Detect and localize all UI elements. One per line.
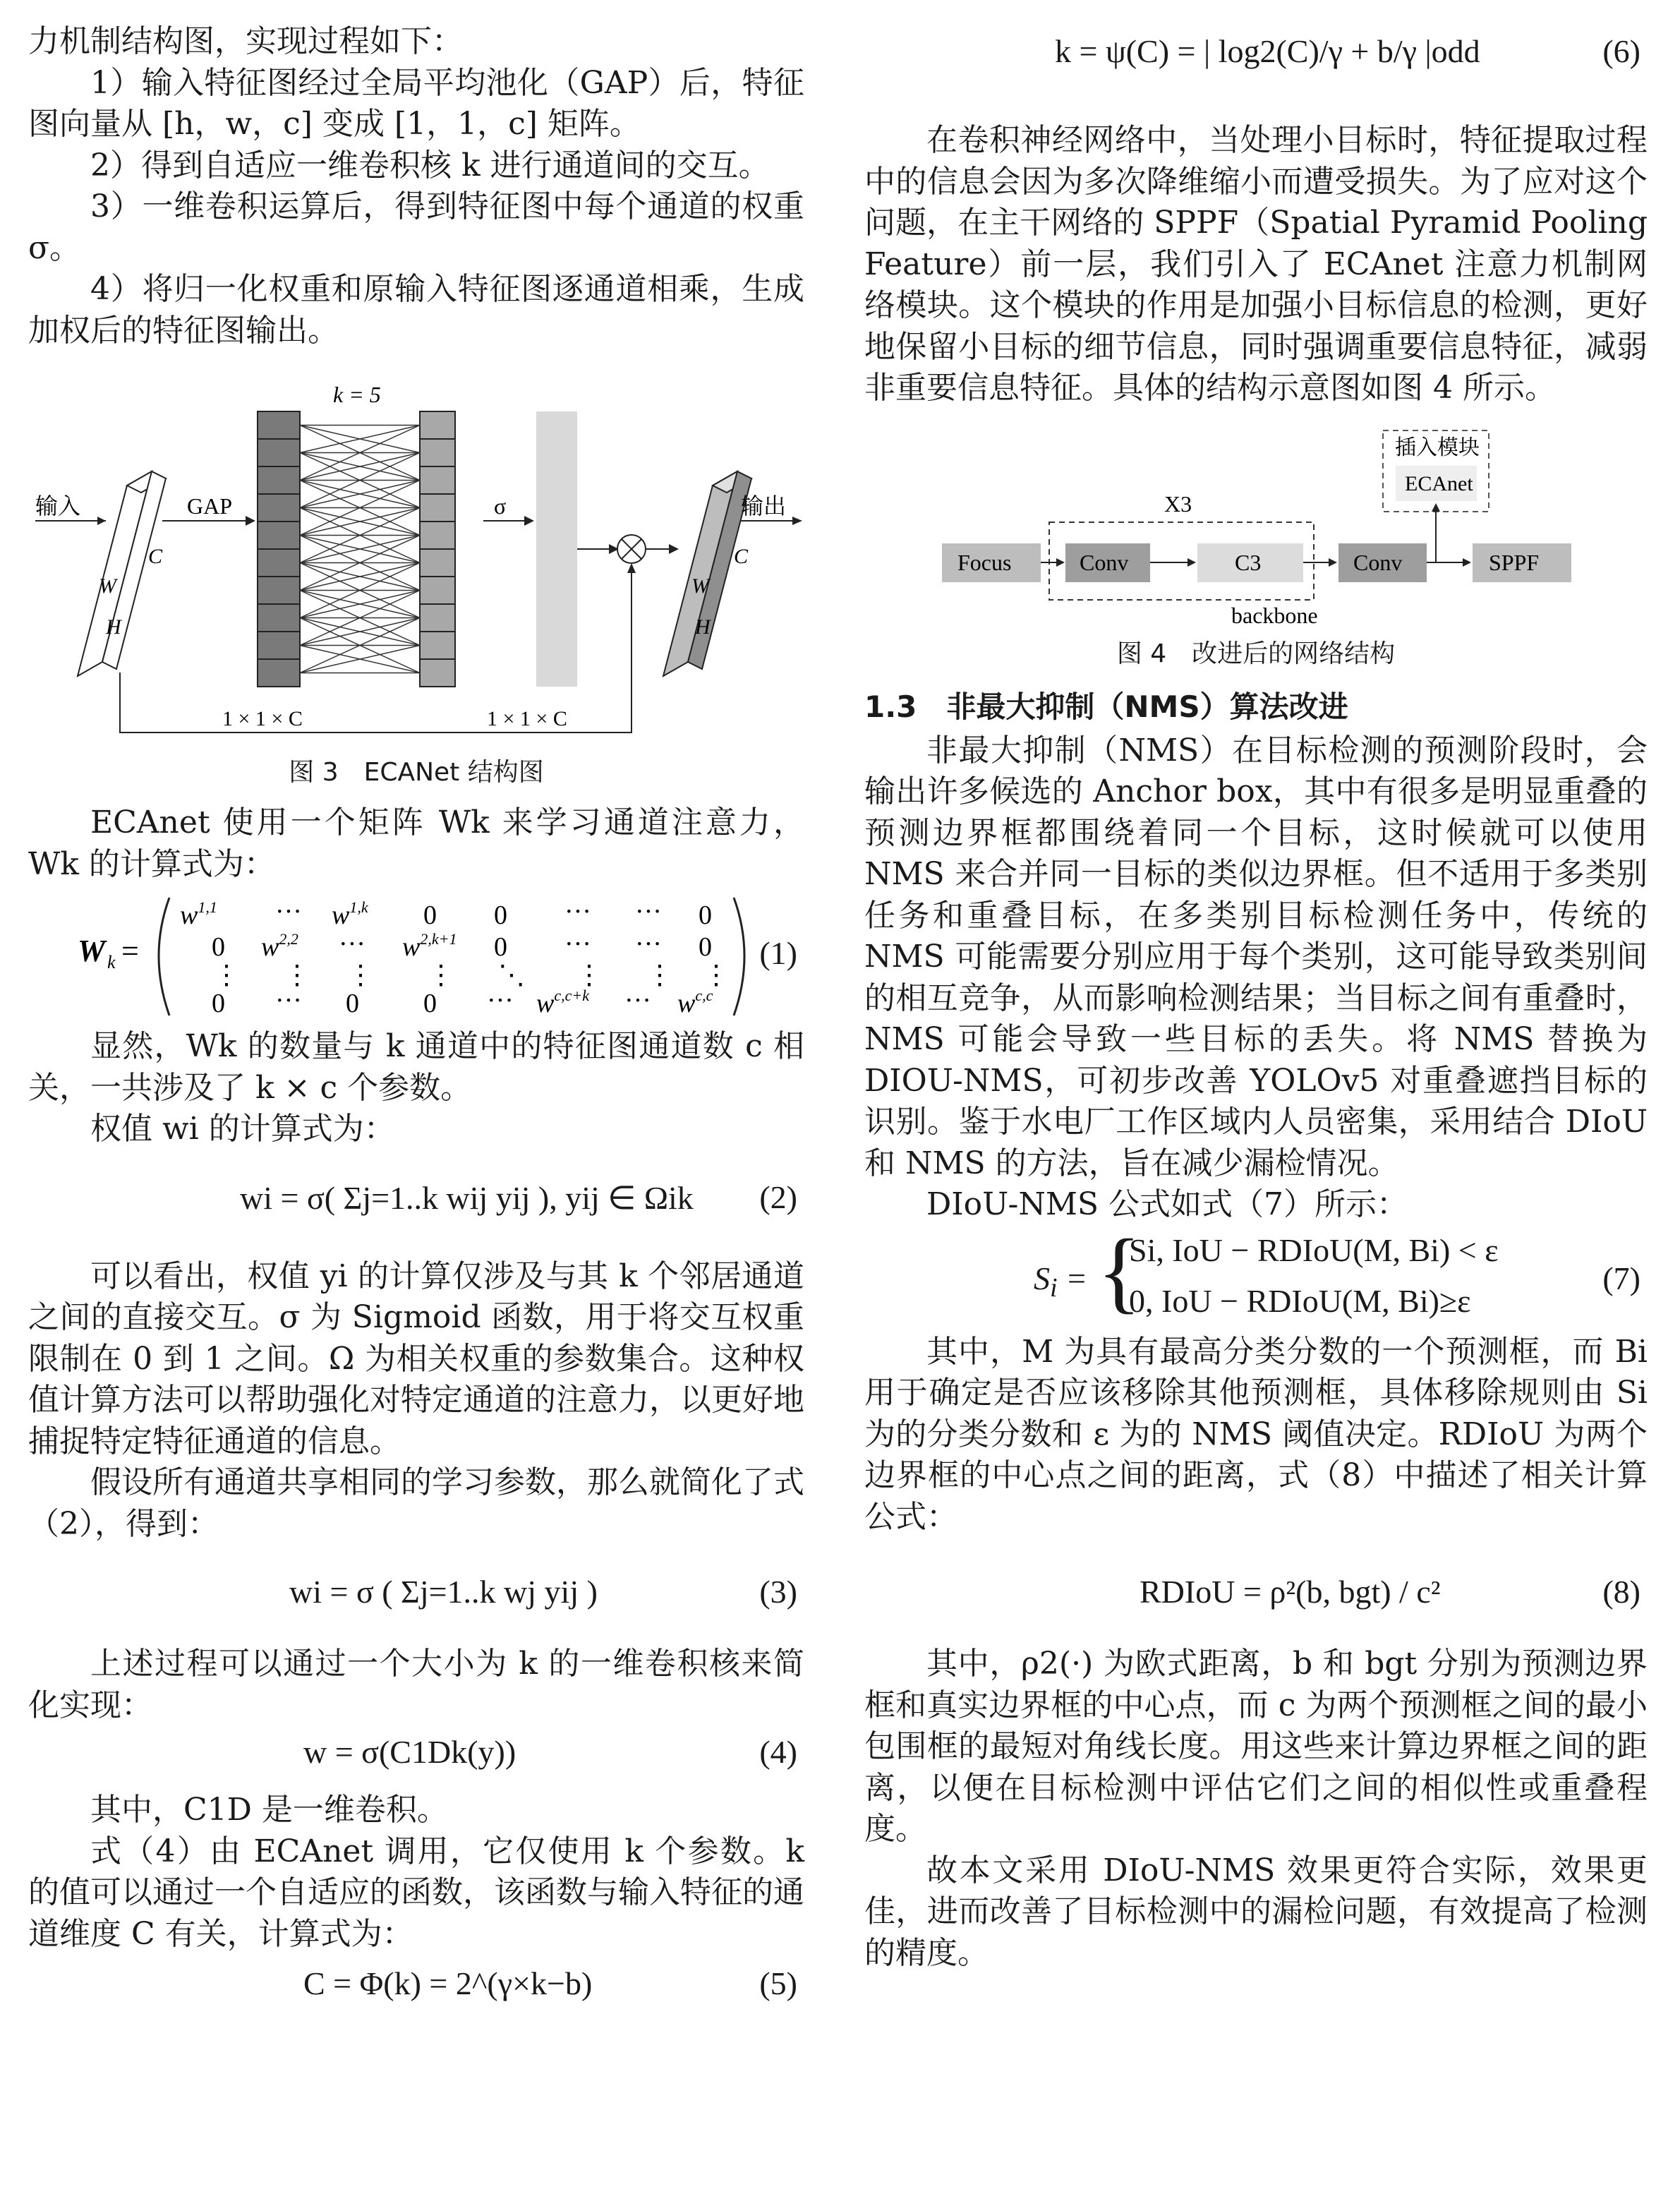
paragraph: 上述过程可以通过一个大小为 k 的一维卷积核来简化实现： — [28, 1646, 804, 1723]
vector-cell — [258, 632, 300, 659]
gap-label: GAP — [187, 493, 233, 519]
output-label: 输出 — [741, 493, 787, 519]
svg-text:⋱: ⋱ — [498, 960, 525, 990]
equation-body: w = σ(C1Dk(y)) — [303, 1734, 516, 1770]
vector-cell — [420, 411, 455, 439]
vector-cell — [258, 549, 300, 577]
vector-cell — [258, 411, 300, 439]
equation-number: (5) — [759, 1965, 797, 2001]
svg-text:···: ··· — [624, 986, 651, 1015]
vector-cell — [258, 494, 300, 522]
vector-cell — [420, 632, 455, 659]
equation-6 — [864, 4, 1648, 103]
weight-vector — [536, 411, 577, 687]
svg-text:w2,k+1: $w^{2,k+1}$ — [402, 930, 457, 962]
equation-4 — [28, 1726, 804, 1790]
svg-text:0: 0 — [346, 989, 359, 1018]
vector-cell — [420, 494, 455, 522]
svg-text:0: 0 — [212, 989, 225, 1018]
svg-text:···: ··· — [487, 986, 514, 1015]
vector-cell — [420, 466, 455, 494]
input-label: 输入 — [35, 493, 81, 519]
equation-1 — [28, 885, 804, 1026]
svg-text:⋮: ⋮ — [428, 960, 454, 990]
C-label-out: C — [734, 545, 749, 568]
svg-text:wc,c+k: $w^{c,c+k}$ — [536, 987, 589, 1018]
dim-label-1: 1 × 1 × C — [222, 707, 303, 730]
k-label: k = 5 — [333, 382, 381, 407]
svg-text:0: 0 — [699, 932, 712, 962]
svg-text:w1,1: $w^{1,1}$ — [180, 898, 217, 930]
vector-cell — [420, 604, 455, 632]
H-label: H — [106, 615, 121, 639]
svg-text:···: ··· — [564, 929, 591, 959]
svg-text:0: 0 — [699, 900, 712, 930]
vector-cell — [420, 577, 455, 604]
equation-2 — [28, 1150, 804, 1256]
equation-body: wi = σ ( Σj=1..k wj yij ) — [289, 1574, 598, 1610]
equation-number: (4) — [759, 1734, 797, 1770]
equation-number: (7) — [1602, 1260, 1640, 1296]
left-column — [28, 21, 804, 2011]
paragraph: 非最大抑制（NMS）在目标检测的预测阶段时，会输出许多候选的 Anchor box，其中有很多是明显重叠的预测边界框都围绕着同一个目标，这时候就可以使用 NMS 来合并同一目标的类似边界框。但不适用于多类别任务和重叠目标，在多类别目标检测任务中，传统的 NMS 可能需要分别应用于每个类别，这可能导致类别间的相互竞争，从而影响检测结果；当目标之间有重叠时，NMS 可能会导致一些目标的丢失。将 NMS 替换为 DIOU-NMS，可初步改善 YOLOv5 对重叠遮挡目标的识别。鉴于水电厂工作区域内人员密集，采用结合 DIoU 和 NMS 的方法，旨在减少漏检情况。 — [864, 732, 1648, 1181]
svg-text:0: 0 — [494, 932, 507, 962]
paragraph: 其中，M 为具有最高分类分数的一个预测框，而 Bi 用于确定是否应该移除其他预测框，具体移除规则由 Si 为的分类分数和 ε 为的 NMS 阈值决定。RDIoU 为两个边界框的中心点之间的距离，式（8）中描述了相关计算公式： — [864, 1333, 1648, 1535]
dim-label-2: 1 × 1 × C — [487, 707, 567, 730]
equation-3 — [28, 1545, 804, 1644]
svg-text:w1,k: $w^{1,k}$ — [332, 898, 368, 930]
paragraph: 其中，C1D 是一维卷积。 — [90, 1792, 448, 1828]
svg-text:0: 0 — [423, 989, 437, 1018]
vector-cell — [258, 577, 300, 604]
x3-label: X3 — [1164, 490, 1192, 517]
paragraph: 权值 wi 的计算式为： — [90, 1111, 395, 1147]
ecanet-label: ECAnet — [1405, 471, 1473, 495]
paragraph: 故本文采用 DIoU-NMS 效果更符合实际，效果更佳，进而改善了目标检测中的漏检问题，有效提高了检测的精度。 — [864, 1852, 1648, 1971]
svg-text:⋮: ⋮ — [213, 960, 240, 990]
svg-text:⋮: ⋮ — [284, 960, 310, 990]
paragraph: 其中，ρ2(·) 为欧式距离，b 和 bgt 分别为预测边界框和真实边界框的中心点，而 c 为两个预测框之间的最小包围框的最短对角线长度。用这些来计算边界框之间的距离，以便在目标检测中评估它们之间的相似性或重叠程度。 — [864, 1646, 1648, 1847]
equation-5 — [28, 1955, 804, 2011]
svg-text:⋮: ⋮ — [646, 960, 673, 990]
paragraph: 显然，Wk 的数量与 k 通道中的特征图通道数 c 相关，一共涉及了 k × c 个参数。 — [28, 1028, 804, 1106]
vector-cell — [258, 466, 300, 494]
svg-text:wc,c: $w^{c,c}$ — [677, 987, 713, 1018]
vector-cell — [420, 549, 455, 577]
focus-label: Focus — [957, 549, 1012, 575]
insert-module-label: 插入模块 — [1395, 435, 1480, 459]
svg-text:W: W — [78, 934, 106, 968]
sigma-label: σ — [494, 493, 507, 519]
paragraph: 可以看出，权值 yi 的计算仅涉及与其 k 个邻居通道之间的直接交互。σ 为 Sigmoid 函数，用于将交互权重限制在 0 到 1 之间。Ω 为相关权重的参数集合。这种权值计算方法可以帮助强化对特定通道的注意力，以更好地捕捉特定特征通道的信息。 — [28, 1258, 804, 1459]
conv-label-2: Conv — [1353, 549, 1403, 575]
equation-number: (6) — [1602, 33, 1640, 69]
svg-text:0: 0 — [494, 900, 507, 930]
equation-number: (8) — [1602, 1574, 1640, 1610]
right-column — [864, 21, 1648, 1974]
step-2: 2）得到自适应一维卷积核 k 进行通道间的交互。 — [90, 147, 770, 183]
figure-4-caption: 图 4 改进后的网络结构 — [1116, 639, 1396, 668]
vector-cell — [258, 659, 300, 687]
backbone-label: backbone — [1231, 602, 1318, 628]
section-heading: 1.3 非最大抑制（NMS）算法改进 — [864, 689, 1348, 724]
figure-3-caption: 图 3 ECANet 结构图 — [289, 758, 544, 787]
svg-text:···: ··· — [275, 897, 302, 927]
equation-8 — [864, 1538, 1648, 1644]
W-label: W — [99, 574, 116, 598]
svg-text:⋮: ⋮ — [576, 960, 603, 990]
svg-text:···: ··· — [635, 897, 662, 927]
H-label-out: H — [695, 615, 711, 639]
W-label-out: W — [691, 574, 709, 598]
equation-line-1: Si, IoU − RDIoU(M, Bi) < ε — [1129, 1231, 1499, 1268]
paragraph: 式（4）由 ECAnet 调用，它仅使用 k 个参数。k 的值可以通过一个自适应的函数，该函数与输入特征的通道维度 C 有关，计算式为： — [28, 1833, 804, 1952]
sppf-label: SPPF — [1489, 549, 1540, 575]
equation-7: $S_i$ = { Si, IoU − RDIoU(M, Bi) < ε 0, IoU − RDIoU(M, Bi)≥ε (7) — [1034, 1220, 1640, 1322]
svg-text:···: ··· — [275, 986, 302, 1015]
step-1: 1）输入特征图经过全局平均池化（GAP）后，特征图向量从 [h，w，c] 变成 [1，1，c] 矩阵。 — [28, 64, 804, 142]
equation-number: (1) — [759, 935, 797, 971]
svg-text:⋮: ⋮ — [347, 960, 374, 990]
vector-cell — [420, 522, 455, 549]
equation-body: RDIoU = ρ²(b, bgt) / c² — [1140, 1574, 1441, 1610]
svg-text:k: k — [107, 952, 116, 972]
equation-body: C = Φ(k) = 2^(γ×k−b) — [303, 1965, 593, 2001]
paragraph: ECAnet 使用一个矩阵 Wk 来学习通道注意力，Wk 的计算式为： — [28, 804, 804, 882]
svg-text:0: 0 — [212, 932, 225, 962]
svg-text:=: = — [121, 934, 139, 968]
paragraph: 假设所有通道共享相同的学习参数，那么就简化了式（2），得到： — [28, 1464, 804, 1542]
paragraph: DIoU-NMS 公式如式（7）所示： — [926, 1186, 1408, 1222]
figure-4-network-diagram — [864, 423, 1648, 628]
step-4: 4）将归一化权重和原输入特征图逐通道相乘，生成加权后的特征图输出。 — [28, 271, 804, 349]
c3-label: C3 — [1235, 549, 1262, 575]
vector-cell — [420, 439, 455, 466]
conv-label-1: Conv — [1080, 549, 1129, 575]
equation-line-2: 0, IoU − RDIoU(M, Bi)≥ε — [1129, 1282, 1471, 1319]
svg-text:0: 0 — [423, 900, 437, 930]
vector-cell — [258, 522, 300, 549]
vector-cell — [420, 659, 455, 687]
vector-cell — [258, 439, 300, 466]
svg-text:⋮: ⋮ — [703, 960, 730, 990]
equation-body: k = ψ(C) = | log2(C)/γ + b/γ |odd — [1055, 33, 1480, 69]
svg-text:···: ··· — [564, 897, 591, 927]
vector-cell — [258, 604, 300, 632]
equation-body: wi = σ( Σj=1..k wij yij ), yij ∈ Ωik — [240, 1179, 694, 1216]
equation-number: (3) — [759, 1574, 797, 1610]
step-3: 3）一维卷积运算后，得到特征图中每个通道的权重 σ。 — [28, 188, 804, 266]
svg-text:···: ··· — [635, 929, 662, 959]
figure-3-ecanet-diagram — [28, 380, 804, 747]
equation-number: (2) — [759, 1179, 797, 1215]
paragraph: 在卷积神经网络中，当处理小目标时，特征提取过程中的信息会因为多次降维缩小而遭受损失。为了应对这个问题，在主干网络的 SPPF（Spatial Pyramid Pooling Feature）前一层，我们引入了 ECAnet 注意力机制网络模块。这个模块的作用是加强小目标信息的检测，更好地保留小目标的细节信息，同时强调重要信息特征，减弱非重要信息特征。具体的结构示意图如图 4 所示。 — [864, 122, 1648, 406]
svg-text:···: ··· — [339, 929, 365, 959]
C-label: C — [148, 545, 163, 568]
svg-text:w2,2: $w^{2,2}$ — [261, 930, 298, 962]
paragraph: 力机制结构图，实现过程如下： — [28, 23, 463, 59]
